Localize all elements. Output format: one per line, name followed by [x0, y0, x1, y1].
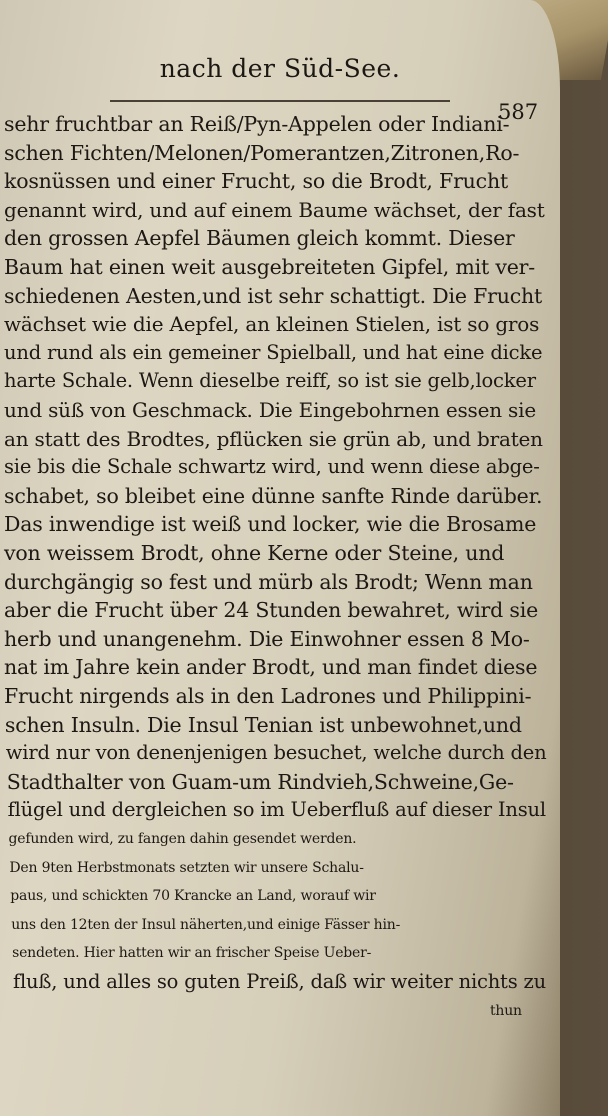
text-line: von weissem Brodt, ohne Kerne oder Steine, und [4, 541, 505, 565]
text-line: den grossen Aepfel Bäumen gleich kommt. Dieser [4, 226, 515, 251]
text-line: herb und unangenehm. Die Einwohner essen 8 Mo- [4, 626, 530, 651]
text-line: schiedenen Aesten,und ist sehr schattigt. Die Frucht [4, 283, 543, 308]
text-line: harte Schale. Wenn dieselbe reiff, so ist sie gelb,locker [4, 369, 536, 393]
text-line: und rund als ein gemeiner Spielball, und hat eine dicke [4, 340, 543, 364]
text-line: aber die Frucht über 24 Stunden bewahret, wird sie [4, 598, 539, 623]
text-line: fluß, und alles so guten Preiß, daß wir weiter nichts zu [13, 970, 546, 993]
text-line: Das inwendige ist weiß und locker, wie die Brosame [4, 512, 537, 537]
text-line: sie bis die Schale schwartz wird, und wenn diese abge- [4, 455, 540, 479]
text-line: wird nur von denenjenigen besuchet, welche durch den [5, 741, 547, 765]
header-rule [110, 100, 450, 102]
text-line: Baum hat einen weit ausgebreiteten Gipfel, mit ver- [4, 255, 535, 279]
text-line: flügel und dergleichen so im Ueberfluß auf dieser Insul [7, 798, 546, 822]
text-line: genannt wird, und auf einem Baume wächset, der fast [4, 197, 545, 222]
text-line: kosnüssen und einer Frucht, so die Brodt, Frucht [4, 169, 509, 194]
text-line: und süß von Geschmack. Die Eingebohrnen essen sie [4, 398, 536, 422]
text-line: an statt des Brodtes, pflücken sie grün ab, und braten [4, 426, 543, 451]
text-line: uns den 12ten der Insul näherten,und einige Fässer hin- [11, 916, 401, 933]
text-line: Frucht nirgends als in den Ladrones und Philippini- [4, 684, 532, 708]
text-line: Stadthalter von Guam-um Rindvieh,Schweine,Ge- [6, 769, 514, 794]
text-line: schabet, so bleibet eine dünne sanfte Rinde darüber. [4, 483, 543, 508]
text-line: sendeten. Hier hatten wir an frischer Speise Ueber- [12, 945, 372, 962]
text-line: wächset wie die Aepfel, an kleinen Stielen, ist so gros [4, 312, 540, 337]
running-head: nach der Süd-See. [159, 54, 401, 83]
text-line: schen Fichten/Melonen/Pomerantzen,Zitronen,Ro- [4, 140, 520, 165]
text-line: thun [490, 1002, 522, 1019]
text-line: gefunden wird, zu fangen dahin gesendet werden. [8, 831, 357, 847]
text-line: schen Insuln. Die Insul Tenian ist unbewohnet,und [4, 712, 522, 737]
text-line: Den 9ten Herbstmonats setzten wir unsere Schalu- [9, 859, 364, 876]
text-line: durchgängig so fest und mürb als Brodt; Wenn man [4, 569, 533, 594]
text-line: sehr fruchtbar an Reiß/Pyn-Appelen oder Indiani- [4, 112, 510, 136]
text-line: nat im Jahre kein ander Brodt, und man findet diese [4, 655, 538, 680]
page-number: 587 [498, 100, 539, 124]
text-line: paus, und schickten 70 Krancke an Land, worauf wir [10, 888, 376, 905]
